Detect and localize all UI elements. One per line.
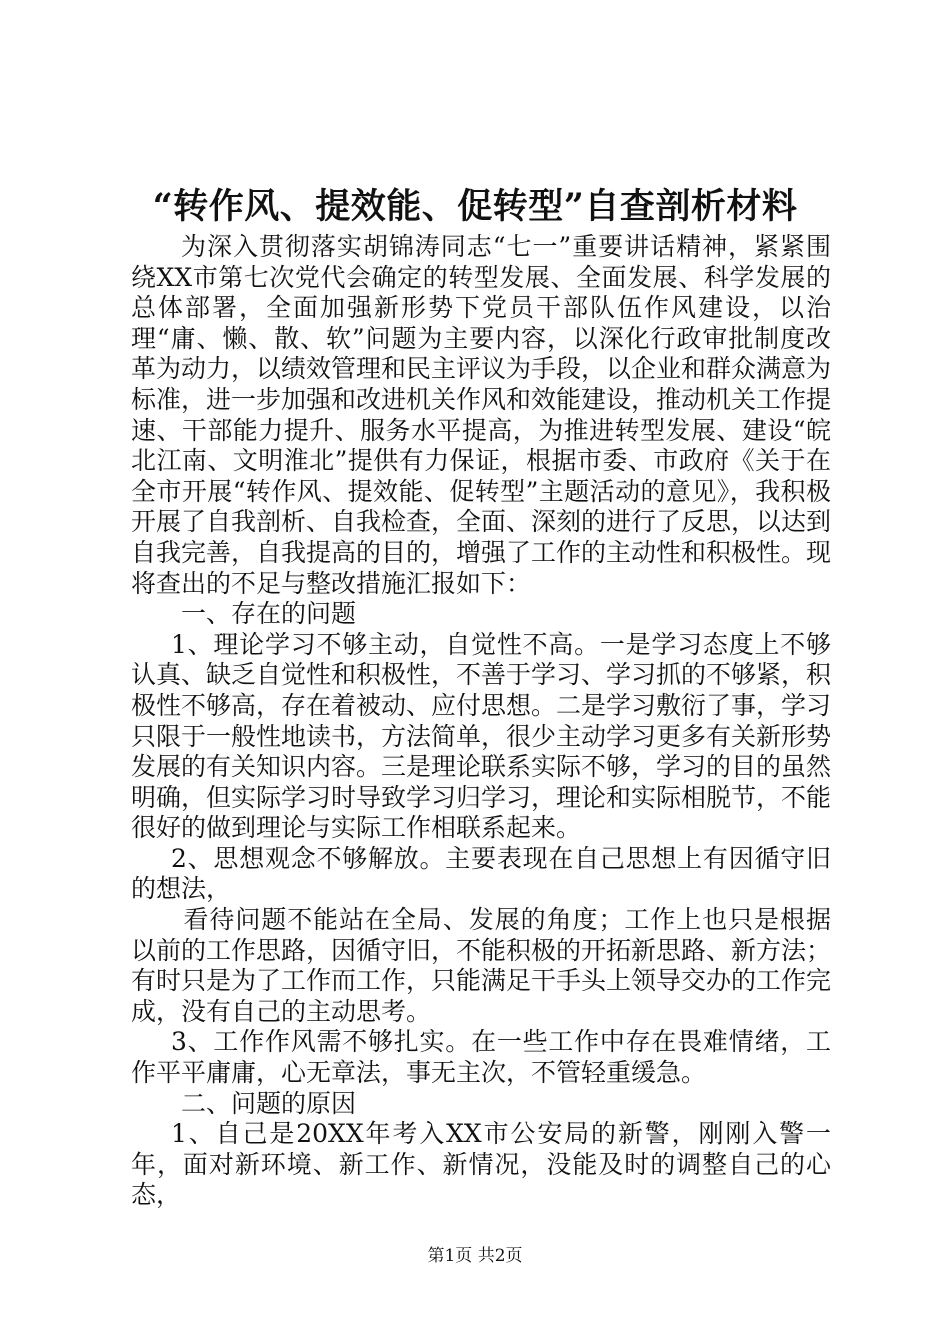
cause-item-1: 1、自己是20XX年考入XX市公安局的新警，刚刚入警一年，面对新环境、新工作、新情况，没能及时的调整自己的心态， [131,1119,831,1210]
problem-item-2: 2、思想观念不够解放。主要表现在自己思想上有因循守旧的想法， [131,843,831,904]
section-heading-problems: 一、存在的问题 [181,599,357,629]
page-footer: 第1页 共2页 [427,1246,523,1266]
problem-item-3: 3、工作作风需不够扎实。在一些工作中存在畏难情绪，工作平平庸庸，心无章法，事无主次，不管轻重缓急。 [131,1027,831,1088]
section-heading-causes: 二、问题的原因 [181,1088,357,1118]
problem-item-1: 1、理论学习不够主动，自觉性不高。一是学习态度上不够认真、缺乏自觉性和积极性，不善于学习、学习抓的不够紧，积极性不够高，存在着被动、应付思想。二是学习敷衍了事，学习只限于一般性地读书，方法简单，很少主动学习更多有关新形势发展的有关知识内容。三是理论联系实际不够，学习的目的虽然明确，但实际学习时导致学习归学习，理论和实际相脱节，不能很好的做到理论与实际工作相联系起来。 [131,629,832,843]
problem-item-2-continued: 看待问题不能站在全局、发展的角度；工作上也只是根据以前的工作思路，因循守旧，不能积极的开拓新思路、新方法；有时只是为了工作而工作，只能满足干手头上领导交办的工作完成，没有自己的主动思考。 [131,905,832,1026]
document-body [131,232,831,1211]
intro-paragraph: 为深入贯彻落实胡锦涛同志“七一”重要讲话精神，紧紧围绕XX市第七次党代会确定的转型发展、全面发展、科学发展的总体部署，全面加强新形势下党员干部队伍作风建设，以治理“庸、懒、散、软”问题为主要内容，以深化行政审批制度改革为动力，以绩效管理和民主评议为手段，以企业和群众满意为标准，进一步加强和改进机关作风和效能建设，推动机关工作提速、干部能力提升、服务水平提高，为推进转型发展、建设“皖北江南、文明淮北”提供有力保证，根据市委、市政府《关于在全市开展“转作风、提效能、促转型”主题活动的意见》，我积极开展了自我剖析、自我检查，全面、深刻的进行了反思，以达到自我完善，自我提高的目的，增强了工作的主动性和积极性。现将查出的不足与整改措施汇报如下： [131,232,832,598]
document-title: “转作风、提效能、促转型”自查剖析材料 [152,186,798,227]
